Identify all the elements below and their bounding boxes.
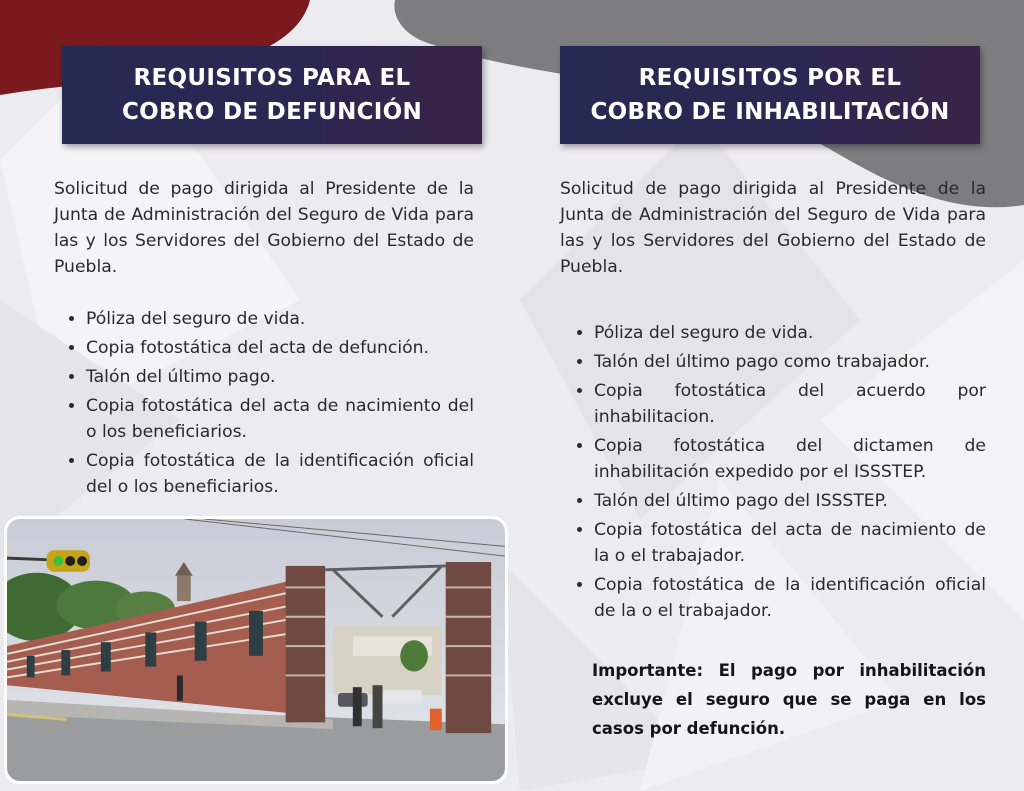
list-item: • Talón del último pago. — [86, 364, 474, 390]
list-item: • Copia fotostática de la identificación oficial del o los beneficiarios. — [86, 448, 474, 500]
list-item: • Talón del último pago del ISSSTEP. — [594, 488, 986, 514]
right-banner — [560, 46, 980, 144]
left-banner-line2: COBRO DE DEFUNCIÓN — [121, 99, 423, 125]
list-item: • Póliza del seguro de vida. — [594, 320, 986, 346]
list-item: • Copia fotostática del dictamen de inhabilitación expedido por el ISSSTEP. — [594, 433, 986, 485]
building-photo — [4, 516, 508, 784]
important-note: Importante: El pago por inhabilitación excluye el seguro que se paga en los casos por defunción. — [592, 661, 986, 738]
list-item: • Copia fotostática del acta de defunción. — [86, 335, 474, 361]
left-banner-line1: REQUISITOS PARA EL — [133, 65, 411, 91]
left-requirements-list — [52, 306, 474, 503]
list-item: • Copia fotostática de la identificación oficial de la o el trabajador. — [594, 572, 986, 624]
right-requirements-list — [560, 320, 986, 627]
list-item: • Talón del último pago como trabajador. — [594, 349, 986, 375]
list-item: • Copia fotostática del acta de nacimiento del o los beneficiarios. — [86, 393, 474, 445]
right-banner-line1: REQUISITOS POR EL — [638, 65, 902, 91]
right-banner-line2: COBRO DE INHABILITACIÓN — [590, 99, 950, 125]
left-banner — [62, 46, 482, 144]
left-intro: Solicitud de pago dirigida al Presidente de la Junta de Administración del Seguro de Vida para las y los Servidores del Gobierno del Estado de Puebla. — [54, 179, 474, 277]
list-item: • Copia fotostática del acuerdo por inhabilitacion. — [594, 378, 986, 430]
list-item: • Póliza del seguro de vida. — [86, 306, 474, 332]
list-item: • Copia fotostática del acta de nacimiento de la o el trabajador. — [594, 517, 986, 569]
right-intro: Solicitud de pago dirigida al Presidente de la Junta de Administración del Seguro de Vida para las y los Servidores del Gobierno del Estado de Puebla. — [560, 179, 986, 277]
